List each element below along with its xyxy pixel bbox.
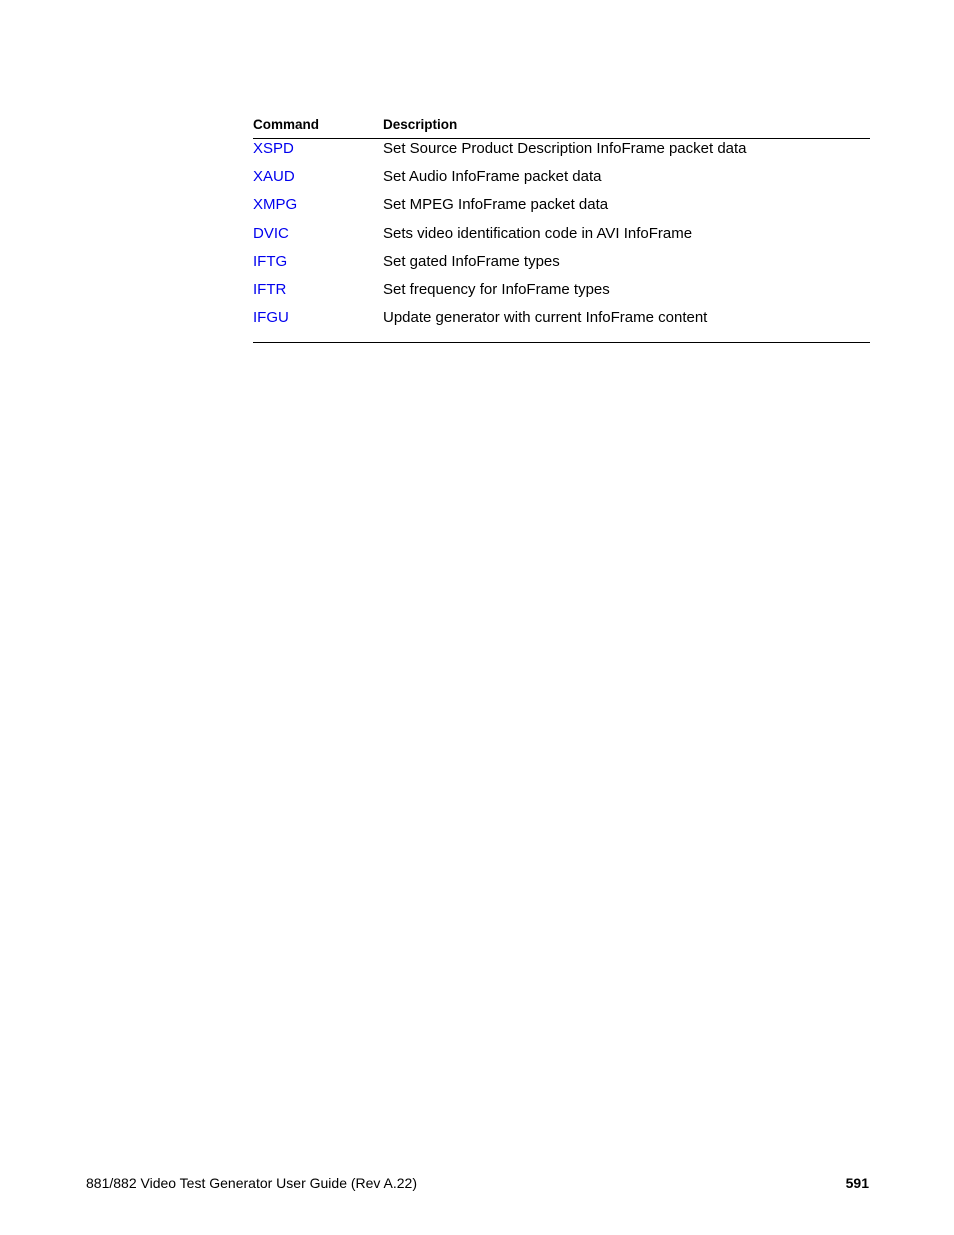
command-link-xaud[interactable]: XAUD [253, 168, 295, 186]
command-description: Sets video identification code in AVI InfoFrame [383, 224, 693, 242]
table-header [253, 114, 870, 139]
table-body [253, 139, 870, 343]
page-footer [86, 1174, 869, 1192]
header-description: Description [383, 117, 458, 132]
command-link-ifgu[interactable]: IFGU [253, 309, 289, 327]
table-row [253, 308, 870, 336]
command-description: Set Audio InfoFrame packet data [383, 168, 602, 186]
command-link-xmpg[interactable]: XMPG [253, 196, 298, 214]
table-row [253, 280, 870, 308]
table-row [253, 167, 870, 195]
command-description: Set Source Product Description InfoFrame packet data [383, 140, 747, 157]
command-link-dvic[interactable]: DVIC [253, 224, 289, 242]
table-row [253, 252, 870, 280]
command-description: Update generator with current InfoFrame content [383, 309, 708, 327]
command-description: Set MPEG InfoFrame packet data [383, 196, 609, 214]
footer-document-title: 881/882 Video Test Generator User Guide (Rev A.22) [86, 1175, 418, 1191]
table-row [253, 224, 870, 252]
command-link-iftr[interactable]: IFTR [253, 280, 287, 298]
command-link-iftg[interactable]: IFTG [253, 252, 288, 270]
command-table [253, 114, 870, 343]
command-description: Set gated InfoFrame types [383, 252, 560, 270]
table-row [253, 195, 870, 223]
table-row [253, 139, 870, 167]
command-description: Set frequency for InfoFrame types [383, 280, 610, 298]
page-number: 591 [845, 1175, 869, 1191]
header-command: Command [253, 117, 320, 132]
command-link-xspd[interactable]: XSPD [253, 140, 294, 157]
